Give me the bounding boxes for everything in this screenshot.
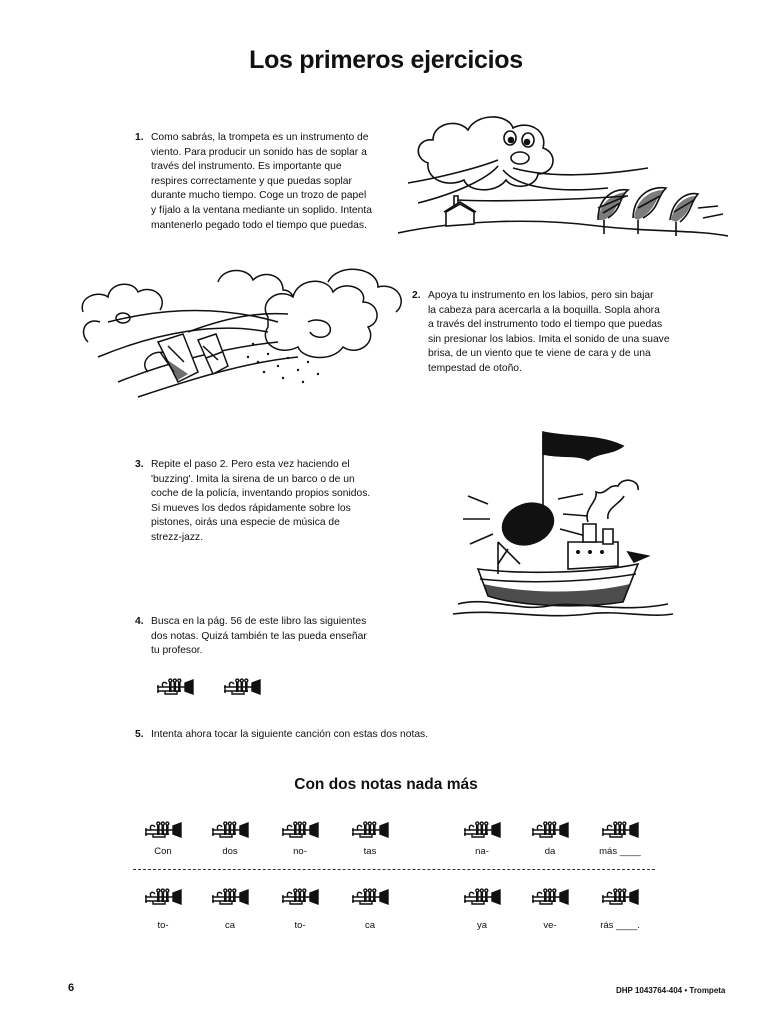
- exercise-line: Como sabrás, la trompeta es un instrumento de: [151, 132, 369, 143]
- exercise-line: tempestad de otoño.: [428, 362, 522, 374]
- lyric-syllable: ca: [224, 920, 236, 931]
- lyric-syllable: más ____: [599, 846, 641, 857]
- lyric-syllable: no-: [293, 846, 307, 857]
- cloud-face-icon: [398, 108, 728, 246]
- exercise-line: Busca en la pág. 56 de este libro las siguientes: [151, 616, 367, 627]
- exercise-3: [135, 458, 415, 548]
- exercise-line: mantenerlo pegado todo el tiempo que puedas.: [151, 219, 367, 231]
- exercise-5: [135, 728, 495, 746]
- trumpet-icon: [350, 888, 390, 906]
- exercise-line: sin presionar los labios. Imita el sonido de una suave: [428, 333, 670, 345]
- lyric-syllable: to-: [157, 920, 169, 931]
- exercise-line: respires correctamente y que puedas soplar: [151, 175, 352, 187]
- exercise-line: pistones, oirás una especie de música de: [151, 517, 340, 529]
- exercise-line: 'buzzing'. Imita la sirena de un barco o de un: [151, 473, 355, 485]
- exercise-line: dos notas. Quizá también te las pueda enseñar: [151, 630, 367, 642]
- footer-code: DHP 1043764-404 • Trompeta: [616, 986, 726, 995]
- exercise-number: 3.: [135, 459, 144, 470]
- wind-scene-icon: [78, 262, 408, 412]
- trumpet-icon: [600, 888, 640, 906]
- lyric-syllable: tas: [363, 846, 377, 857]
- trumpet-icon: [143, 888, 183, 906]
- exercise-line: strezz-jazz.: [151, 531, 204, 543]
- exercise-line: brisa, de un viento que te viene de cara y de una: [428, 348, 651, 360]
- trumpet-icon: [210, 821, 250, 839]
- exercise-line: Repite el paso 2. Pero esta vez haciendo el: [151, 459, 350, 470]
- exercise-line: Apoya tu instrumento en los labios, pero sin bajar: [428, 290, 654, 301]
- exercise-line: y fíjalo a la ventana mediante un soplido. Intenta: [151, 204, 372, 216]
- trumpet-icon: [280, 821, 320, 839]
- page-title: Los primeros ejercicios: [249, 46, 523, 74]
- trumpet-icon: [462, 821, 502, 839]
- trumpet-icon: [530, 821, 570, 839]
- lyric-syllable: ya: [476, 920, 488, 931]
- trumpet-icon: [530, 888, 570, 906]
- lyric-syllable: ve-: [543, 920, 557, 931]
- music-note-ship-icon: [448, 424, 678, 624]
- lyric-syllable: dos: [222, 846, 238, 857]
- exercise-line: Intenta ahora tocar la siguiente canción con estas dos notas.: [151, 729, 429, 740]
- lyric-syllable: to-: [294, 920, 306, 931]
- exercise-number: 5.: [135, 729, 144, 740]
- trumpet-icon: [462, 888, 502, 906]
- trumpet-icon: [222, 678, 262, 696]
- exercise-line: coche de la policía, inventando propios sonidos.: [151, 488, 371, 500]
- trumpet-icon: [210, 888, 250, 906]
- exercise-1: [135, 131, 405, 241]
- page-number: 6: [68, 982, 75, 994]
- exercise-2: [412, 289, 732, 379]
- exercise-line: viento. Para producir un sonido has de soplar a: [151, 146, 367, 158]
- exercise-4: [135, 615, 415, 665]
- trumpet-icon: [280, 888, 320, 906]
- trumpet-icon: [350, 821, 390, 839]
- lyric-syllable: Con: [154, 846, 172, 857]
- trumpet-icon: [155, 678, 195, 696]
- trumpet-icon: [600, 821, 640, 839]
- exercise-line: Si mueves los dedos rápidamente sobre los: [151, 502, 351, 514]
- song-title: Con dos notas nada más: [294, 776, 478, 793]
- exercise-line: través del instrumento. Es importante que: [151, 161, 342, 173]
- exercise-line: tu profesor.: [151, 645, 203, 657]
- lyric-syllable: ca: [364, 920, 376, 931]
- exercise-line: la cabeza para acercarla a la boquilla. Sopla ahora: [428, 304, 660, 316]
- exercise-number: 1.: [135, 132, 144, 143]
- lyric-syllable: na-: [475, 846, 489, 857]
- lyric-syllable: da: [544, 846, 556, 857]
- exercise-line: durante mucho tiempo. Coge un trozo de papel: [151, 190, 367, 202]
- lyric-syllable: rás ____.: [600, 920, 640, 931]
- trumpet-icon: [143, 821, 183, 839]
- row-divider: [133, 869, 655, 870]
- exercise-line: a través del instrumento todo el tiempo que puedas: [428, 319, 663, 331]
- exercise-number: 2.: [412, 290, 421, 301]
- exercise-number: 4.: [135, 616, 144, 627]
